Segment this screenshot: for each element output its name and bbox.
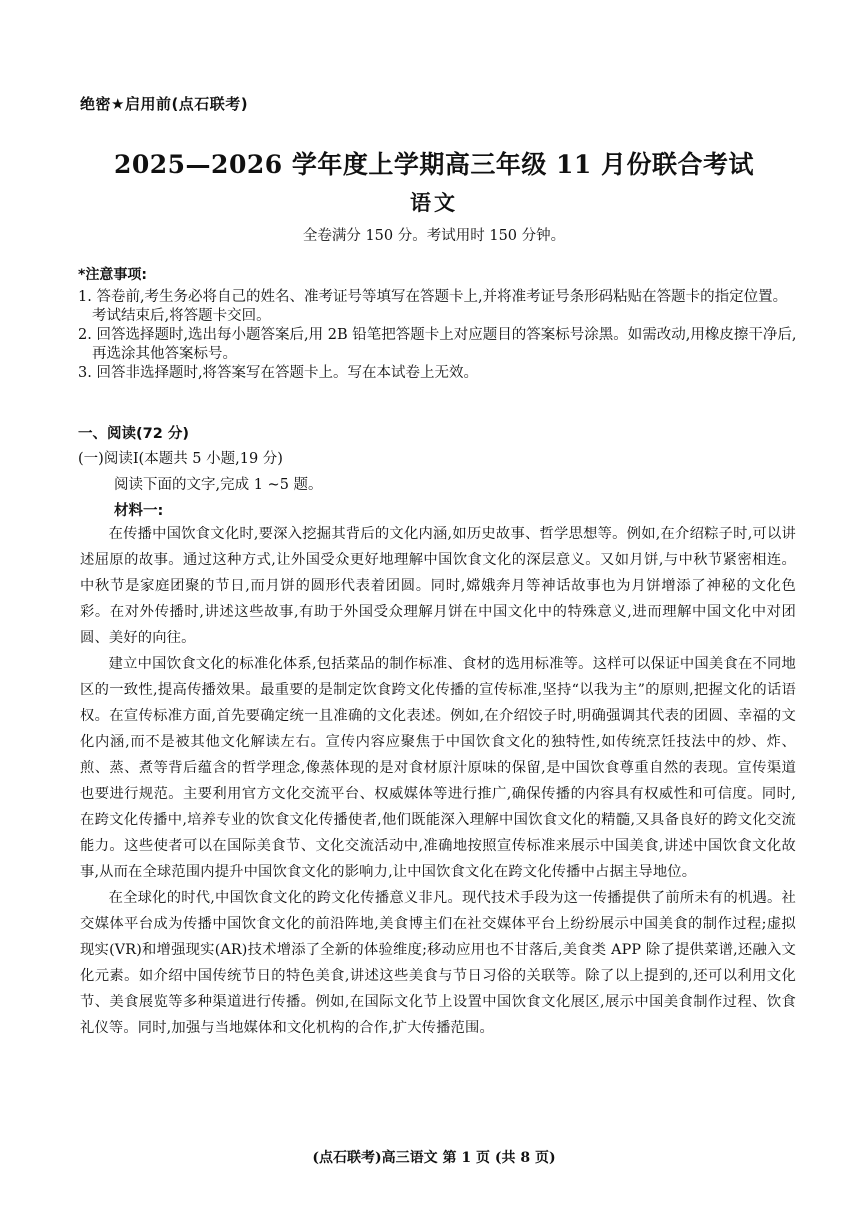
notice-list: [78, 288, 798, 383]
notice-item-1: 1. 答卷前,考生务必将自己的姓名、准考证号等填写在答题卡上,并将准考证号条形码粘贴在答题卡的指定位置。考试结束后,将答题卡交回。: [78, 289, 788, 324]
page-footer: (点石联考)高三语文 第 1 页 (共 8 页): [312, 1150, 556, 1166]
passage-paragraph-3: 在全球化的时代,中国饮食文化的跨文化传播意义非凡。现代技术手段为这一传播提供了前所未有的机遇。社交媒体平台成为传播中国饮食文化的前沿阵地,美食博主们在社交媒体平台上纷纷展示中国美食的制作过程;虚拟现实(VR)和增强现实(AR)技术增添了全新的体验维度;移动应用也不甘落后,美食类 APP 除了提供菜谱,还融入文化元素。如介绍中国传统节日的特色美食,讲述这些美食与节日习俗的关联等。除了以上提到的,还可以利用文化节、美食展览等多种渠道进行传播。例如,在国际文化节上设置中国饮食文化展区,展示中国美食制作过程、饮食礼仪等。同时,加强与当地媒体和文化机构的合作,扩大传播范围。: [80, 890, 796, 1036]
passage-body: [80, 521, 796, 1041]
passage-paragraph-2: 建立中国饮食文化的标准化体系,包括菜品的制作标准、食材的选用标准等。这样可以保证中国美食在不同地区的一致性,提高传播效果。最重要的是制定饮食跨文化传播的宣传标准,坚持“以我为主”的原则,把握文化的话语权。在宣传标准方面,首先要确定统一且准确的文化表述。例如,在介绍饺子时,明确强调其代表的团圆、幸福的文化内涵,而不是被其他文化解读左右。宣传内容应聚焦于中国饮食文化的独特性,如传统烹饪技法中的炒、炸、煎、蒸、煮等背后蕴含的哲学理念,像蒸体现的是对食材原汁原味的保留,是中国饮食尊重自然的表现。宣传渠道也要进行规范。主要利用官方文化交流平台、权威媒体等进行推广,确保传播的内容具有权威性和可信度。同时,在跨文化传播中,培养专业的饮食文化传播使者,他们既能深入理解中国饮食文化的精髓,又具备良好的跨文化交流能力。这些使者可以在国际美食节、文化交流活动中,准确地按照宣传标准来展示中国美食,讲述中国饮食文化故事,从而在全球范围内提升中国饮食文化的影响力,让中国饮食文化在跨文化传播中占据主导地位。: [80, 656, 796, 880]
subsection-heading: (一)阅读Ⅰ(本题共 5 小题,19 分): [78, 451, 283, 467]
notice-item-3: 3. 回答非选择题时,将答案写在答题卡上。写在本试卷上无效。: [78, 365, 479, 381]
score-info: 全卷满分 150 分。考试用时 150 分钟。: [302, 228, 566, 244]
reading-instruction: 阅读下面的文字,完成 1 ~5 题。: [114, 477, 323, 493]
section-heading: 一、阅读(72 分): [78, 426, 189, 442]
notice-item-2: 2. 回答选择题时,选出每小题答案后,用 2B 铅笔把答题卡上对应题目的答案标号涂黑。如需改动,用橡皮擦干净后,再选涂其他答案标号。: [78, 327, 797, 362]
subject-title: 语文: [410, 190, 458, 215]
exam-title: 2025—2026 学年度上学期高三年级 11 月份联合考试: [113, 150, 755, 179]
notice-heading: *注意事项:: [78, 267, 147, 283]
material-label: 材料一:: [114, 503, 164, 519]
confidential-label: 绝密★启用前(点石联考): [80, 95, 249, 113]
passage-paragraph-1: 在传播中国饮食文化时,要深入挖掘其背后的文化内涵,如历史故事、哲学思想等。例如,在介绍粽子时,可以讲述屈原的故事。通过这种方式,让外国受众更好地理解中国饮食文化的深层意义。又如月饼,与中秋节紧密相连。中秋节是家庭团聚的节日,而月饼的圆形代表着团圆。同时,嫦娥奔月等神话故事也为月饼增添了神秘的文化色彩。在对外传播时,讲述这些故事,有助于外国受众理解月饼在中国文化中的特殊意义,进而理解中国文化中对团圆、美好的向往。: [80, 526, 796, 646]
